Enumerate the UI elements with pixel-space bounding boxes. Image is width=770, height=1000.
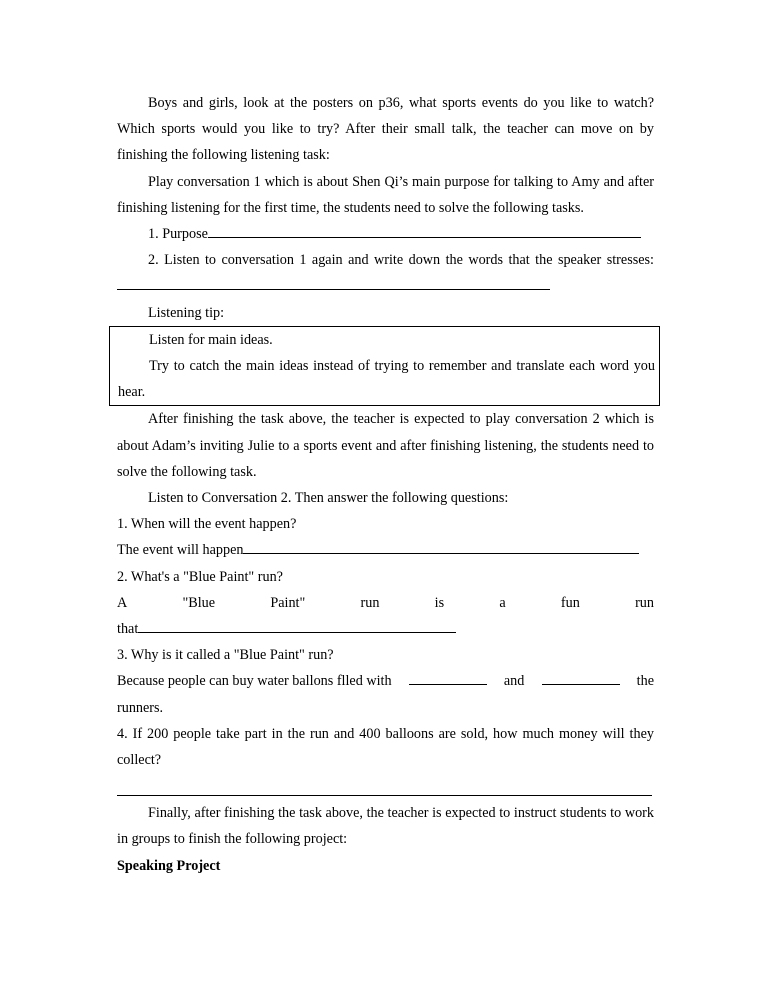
answer-2-word: run bbox=[360, 594, 380, 611]
answer-3-end: runners. bbox=[117, 699, 164, 716]
answer-2-tail: that bbox=[117, 621, 139, 638]
stressed-words-blank bbox=[117, 273, 550, 290]
answer-3-blank-1 bbox=[409, 668, 487, 685]
answer-2-word: is bbox=[434, 594, 445, 611]
purpose-answer-blank bbox=[208, 221, 641, 238]
conversation-1-paragraph: Play conversation 1 which is about Shen Qi’s main purpose for talking to Amy and after finishing listening for the first time, the students need to solve the following tasks. bbox=[117, 173, 654, 216]
conversation-2-paragraph: After finishing the task above, the teacher is expected to play conversation 2 which is about Adam’s inviting Julie to a sports event and after finishing listening, the students need to solve the following task. bbox=[117, 411, 654, 480]
answer-3-part-1: Because people can buy water ballons flled with bbox=[117, 673, 392, 690]
task-1-purpose bbox=[117, 221, 654, 247]
answer-2-word: "Blue bbox=[182, 594, 216, 611]
listening-tip-box bbox=[109, 326, 660, 407]
finally-paragraph: Finally, after finishing the task above, the teacher is expected to instruct students to work in groups to finish the following project: bbox=[117, 805, 654, 848]
answer-2-word: A bbox=[117, 594, 128, 611]
tip-line-1: Listen for main ideas. bbox=[149, 331, 273, 348]
tip-line-2: Try to catch the main ideas instead of trying to remember and translate each word you hear. bbox=[118, 358, 655, 401]
document-page bbox=[117, 90, 654, 879]
question-2: 2. What's a "Blue Paint" run? bbox=[117, 568, 283, 585]
conversation-2-instruction: Listen to Conversation 2. Then answer the following questions: bbox=[148, 490, 509, 507]
answer-2-line bbox=[117, 590, 654, 616]
question-4: 4. If 200 people take part in the run and 400 balloons are sold, how much money will they collect? bbox=[117, 725, 654, 769]
speaking-project-heading: Speaking Project bbox=[117, 857, 221, 874]
answer-2-blank bbox=[138, 616, 456, 633]
answer-3-and: and bbox=[503, 673, 525, 690]
answer-2-word: Paint" bbox=[270, 594, 306, 611]
answer-3-the: the bbox=[636, 673, 654, 690]
answer-2-word: fun bbox=[560, 594, 580, 611]
answer-4-rule bbox=[117, 773, 652, 796]
answer-1-prefix: The event will happen bbox=[117, 542, 244, 559]
listening-tip-label: Listening tip: bbox=[148, 304, 225, 321]
task-2-text: 2. Listen to conversation 1 again and write down the words that the speaker stresses: bbox=[148, 252, 654, 269]
answer-3-blank-2 bbox=[542, 668, 620, 685]
task-1-label: 1. Purpose bbox=[148, 226, 208, 243]
intro-paragraph: Boys and girls, look at the posters on p36, what sports events do you like to watch? Which sports would you like to try? After their small talk, the teacher can move on by finishing the following listening task: bbox=[117, 95, 654, 164]
task-2-stressed-words bbox=[117, 247, 654, 299]
answer-2-tail-line bbox=[117, 616, 654, 642]
answer-1-blank bbox=[243, 537, 639, 554]
answer-2-word: run bbox=[635, 594, 654, 611]
answer-1-line bbox=[117, 537, 654, 563]
answer-2-word: a bbox=[499, 594, 506, 611]
answer-3-line bbox=[117, 668, 654, 694]
question-1: 1. When will the event happen? bbox=[117, 516, 297, 533]
question-3: 3. Why is it called a "Blue Paint" run? bbox=[117, 647, 334, 664]
